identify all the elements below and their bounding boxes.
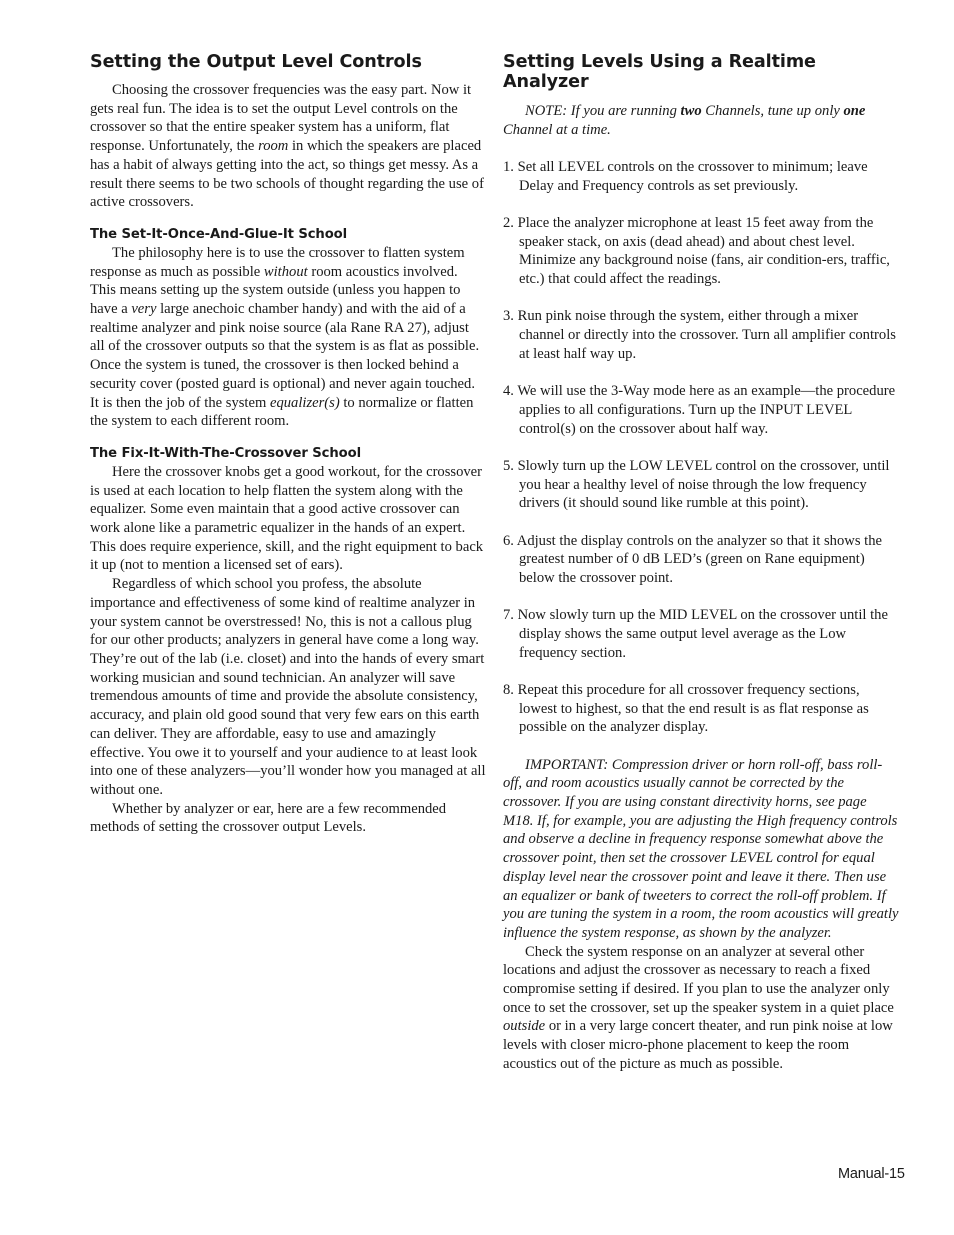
glue-text-a: The philosophy here is to use the crossover to flatten system response as much as possible bbox=[90, 244, 465, 280]
right-column bbox=[503, 52, 900, 1074]
check-emphasis-outside: outside bbox=[503, 1018, 546, 1035]
note-bold-two: two bbox=[680, 103, 702, 119]
glue-emphasis-very: very bbox=[131, 301, 157, 318]
page-number: Manual-15 bbox=[838, 1166, 905, 1182]
step-item: 1. Set all LEVEL controls on the crossover to minimum; leave Delay and Frequency controls as set previously. bbox=[503, 159, 868, 194]
glue-emphasis-without: without bbox=[263, 263, 308, 280]
note-bold-one: one bbox=[843, 103, 866, 119]
step-item: 5. Slowly turn up the LOW LEVEL control on the crossover, until you hear a healthy level of noise through the low frequency drivers (it should sound like rumble at this point). bbox=[503, 457, 890, 512]
subheading-glue-it-school: The Set-It-Once-And-Glue-It School bbox=[90, 226, 348, 242]
glue-text-d: to normalize or flatten the system to each different room. bbox=[90, 394, 474, 430]
crossover-school-paragraph-1: Here the crossover knobs get a good workout, for the crossover is used at each location to help flatten the system along with the equalizer. Some even maintain that a good active crossover can work alone like a parametric equalizer in the hands of an expert. This does require experience, skill, and the right equipment to back it up (not to mention a licensed set of ears). bbox=[90, 463, 484, 574]
step-item: 3. Run pink noise through the system, either through a mixer channel or directly into the crossover. Turn all amplifier controls at least half way up. bbox=[503, 308, 896, 362]
section-heading-output-level: Setting the Output Level Controls bbox=[90, 52, 422, 72]
intro-text: Choosing the crossover frequencies was the easy part. Now it gets real fun. The idea is to set the output Level controls on the crossover so that the entire speaker system has a uniform, flat response. Unfortunately, the bbox=[90, 82, 472, 155]
intro-text-tail: in which the speakers are placed has a habit of always getting into the act, so things get messy. As a result there seems to be two schools of thought regarding the use of active crossovers. bbox=[90, 138, 484, 211]
step-item: 7. Now slowly turn up the MID LEVEL on the crossover until the display shows the same output level average as the Low frequency section. bbox=[503, 607, 888, 661]
check-text-b: or in a very large concert theater, and run pink noise at low levels with closer micro-phone placement to keep the room acoustics out of the picture as much as possible. bbox=[503, 1018, 893, 1072]
step-item: 6. Adjust the display controls on the analyzer so that it shows the greatest number of 0 dB LED’s (green on Rane equipment) below the crossover point. bbox=[503, 532, 882, 586]
glue-it-paragraph bbox=[90, 244, 486, 431]
step-item: 8. Repeat this procedure for all crossover frequency sections, lowest to highest, so that the end result is as flat response as possible on the analyzer display. bbox=[503, 681, 869, 736]
crossover-school-paragraph-2: Regardless of which school you profess, the absolute importance and effectiveness of some kind of realtime analyzer in your system cannot be overstressed! No, this is not a callous plug for our other products; analyzers in general have come a long way. They’re out of the lab (i.e. closet) and into the hands of every smart working musician and sound technician. An analyzer will save tremendous amounts of time and provide the absolute consistency, accuracy, and plain old good sound that very few ears on this earth can deliver. They are affordable, easy to use and amazingly effective. You owe it to yourself and your audience to at least look into one of these analyzers—you’ll wonder how you managed at all without one. bbox=[90, 576, 486, 798]
subheading-crossover-school: The Fix-It-With-The-Crossover School bbox=[90, 445, 361, 461]
check-text-a: Check the system response on an analyzer at several other locations and adjust the crossover as necessary to reach a fixed compromise setting if desired. If you plan to use the analyzer only once to set the crossover, set up the speaker system in a quiet place bbox=[503, 943, 894, 1016]
intro-paragraph bbox=[90, 81, 486, 212]
crossover-school-paragraph-3: Whether by analyzer or ear, here are a few recommended methods of setting the crossover output Levels. bbox=[90, 800, 447, 836]
procedure-steps bbox=[503, 158, 900, 737]
note-text-d: Channel at a time. bbox=[503, 121, 611, 138]
glue-text-b: room acoustics involved. This means setting up the system outside (unless you happen to have a bbox=[90, 263, 461, 318]
note-text-a: NOTE: If you are running bbox=[525, 103, 681, 119]
note-paragraph bbox=[503, 102, 900, 139]
important-text: IMPORTANT: Compression driver or horn roll-off, bass roll-off, and room acoustics usually cannot be corrected by the crossover. If you are using constant directivity horns, see page M18. If, for example, you are adjusting the High frequency controls and observe a decline in frequency response somewhat above the crossover point, then set the crossover LEVEL control for equal display level near the crossover point and leave it there. Then use an equalizer or bank of tweeters to correct the roll-off problem. If you are tuning the system in a room, the room acoustics will greatly influence the system response, as shown by the analyzer. bbox=[503, 756, 899, 941]
step-item: 2. Place the analyzer microphone at least 15 feet away from the speaker stack, on axis (dead ahead) and about chest level. Minimize any background noise (fans, air condition-ers, traffic, etc.) that could affect the readings. bbox=[503, 215, 890, 288]
intro-emphasis: room bbox=[258, 138, 289, 155]
important-paragraph bbox=[503, 756, 900, 943]
glue-emphasis-equalizers: equalizer(s) bbox=[269, 394, 340, 411]
note-text-c: Channels, tune up only bbox=[701, 103, 844, 119]
glue-text-c: large anechoic chamber handy) and with the aid of a realtime analyzer and pink noise source (ala Rane RA 27), adjust all of the crossover outputs so that the system is as flat as possible. Once the system is tuned, the crossover is then locked behind a security cover (posted guard is optional) and never again touched. It is then the job of the system bbox=[90, 301, 480, 411]
left-column bbox=[90, 52, 486, 837]
section-heading-realtime-analyzer: Setting Levels Using a Realtime Analyzer bbox=[503, 52, 816, 92]
step-item: 4. We will use the 3-Way mode here as an example—the procedure applies to all configurations. Turn up the INPUT LEVEL control(s) on the crossover about half way. bbox=[503, 383, 896, 437]
check-paragraph bbox=[503, 943, 900, 1074]
